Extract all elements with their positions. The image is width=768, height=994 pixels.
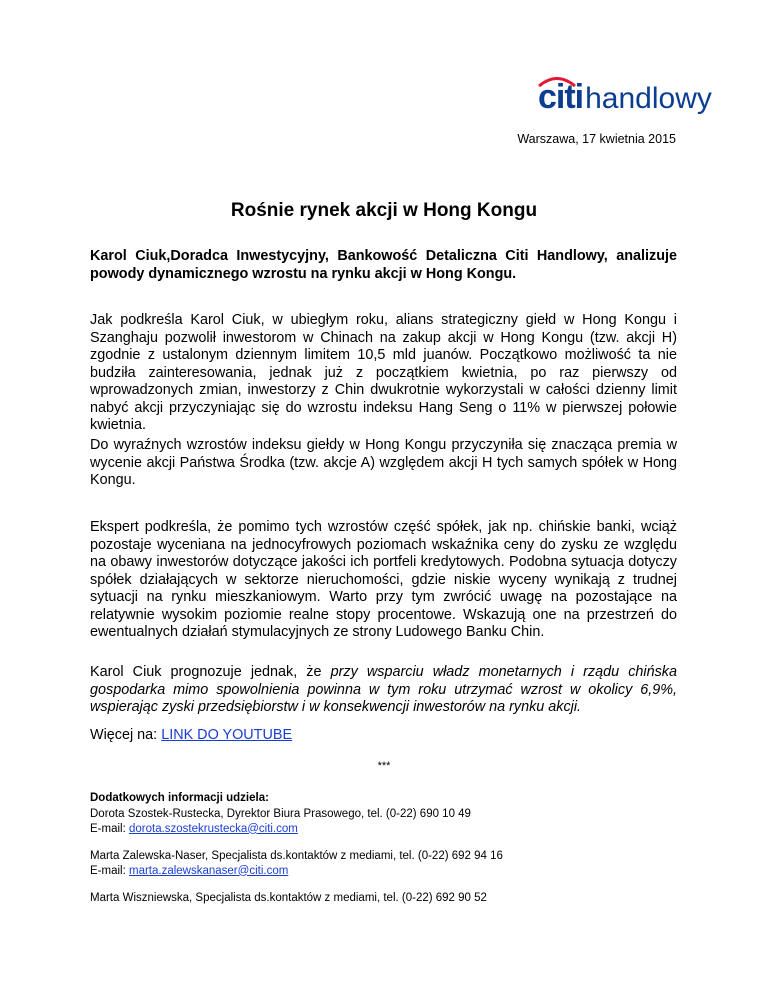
paragraph-4 bbox=[90, 664, 677, 717]
contact-1-email-link[interactable]: dorota.szostekrustecka@citi.com bbox=[128, 822, 298, 835]
contact-1-line: Dorota Szostek-Rustecka, Dyrektor Biura Prasowego, tel. (0-22) 690 10 49 bbox=[90, 808, 471, 820]
citi-handlowy-logo bbox=[538, 78, 712, 116]
more-label: Więcej na: bbox=[90, 727, 162, 743]
youtube-link[interactable]: LINK DO YOUTUBE bbox=[161, 727, 293, 743]
contact-2-email-label: E-mail: bbox=[90, 864, 129, 877]
citi-arc-icon bbox=[537, 75, 577, 87]
paragraph-3: Ekspert podkreśla, że pomimo tych wzrostów część spółek, jak np. chińskie banki, wciąż pozostaje wyceniana na jednocyfrowych poziomach wskaźnika ceny do zysku ze względu na obawy inwestorów dotyczące jakości ich portfeli kredytowych. Podobna sytuacja dotyczy spółek działających w sektorze nieruchomości, gdzie niskie wyceny wynikają z trudnej sytuacji na rynku mieszkaniowym. Warto przy tym zwrócić uwagę na pozostające na relatywnie wysokim poziomie realne stopy procentowe. Wskazują one na przestrzeń do ewentualnych działań stymulacyjnych ze strony Ludowego Banku Chin. bbox=[90, 519, 677, 640]
contacts-heading: Dodatkowych informacji udziela: bbox=[90, 792, 269, 804]
contact-2-email-row bbox=[90, 864, 690, 879]
paragraph-4-quote: przy wsparciu władz monetarnych i rządu chińska gospodarka mimo spowolnienia powinna w tym roku utrzymać wzrost w okolicy 6,9%, wspierając zyski przedsiębiorstw i w konsekwencji inwestorów na rynku akcji. bbox=[90, 664, 677, 715]
more-info-line bbox=[90, 727, 677, 745]
logo-handlowy-text: handlowy bbox=[585, 82, 712, 115]
paragraph-4-intro: Karol Ciuk prognozuje jednak, że bbox=[90, 664, 331, 680]
logo-citi-word: citi bbox=[538, 78, 584, 116]
contact-2-email-link[interactable]: marta.zalewskanaser@citi.com bbox=[128, 864, 289, 877]
document-date: Warszawa, 17 kwietnia 2015 bbox=[517, 132, 676, 146]
contact-1 bbox=[90, 807, 690, 836]
contact-1-email-row bbox=[90, 822, 690, 837]
logo-citi-text bbox=[538, 78, 583, 116]
contact-2 bbox=[90, 849, 690, 878]
lead-paragraph: Karol Ciuk,Doradca Inwestycyjny, Bankowość Detaliczna Citi Handlowy, analizuje powody dynamicznego wzrostu na rynku akcji w Hong Kongu. bbox=[90, 248, 677, 282]
paragraph-2: Do wyraźnych wzrostów indeksu giełdy w Hong Kongu przyczyniła się znacząca premia w wycenie akcji Państwa Środka (tzw. akcje A) względem akcji H tych samych spółek w Hong Kongu. bbox=[90, 437, 677, 488]
paragraph-1: Jak podkreśla Karol Ciuk, w ubiegłym roku, alians strategiczny giełd w Hong Kongu i Szanghaju pozwolił inwestorom w Chinach na zakup akcji w Hong Kongu (tzw. akcji H) zgodnie z ustalonym dziennym limitem 10,5 mld juanów. Początkowo możliwość ta nie budziła zainteresowania, jednak już z początkiem kwietnia, po raz pierwszy od wprowadzonych zmian, inwestorzy z Chin dwukrotnie wykorzystali w całości dzienny limit nabyć akcji przyczyniając się do wzrostu indeksu Hang Seng o 11% w pierwszej połowie kwietnia. bbox=[90, 312, 677, 433]
contact-3 bbox=[90, 891, 690, 906]
contact-2-line: Marta Zalewska-Naser, Specjalista ds.kontaktów z mediami, tel. (0-22) 692 94 16 bbox=[90, 850, 503, 862]
press-release-title: Rośnie rynek akcji w Hong Kongu bbox=[230, 200, 538, 221]
separator-stars: *** bbox=[377, 760, 391, 772]
contact-3-line: Marta Wiszniewska, Specjalista ds.kontaktów z mediami, tel. (0-22) 692 90 52 bbox=[90, 892, 487, 904]
contact-1-email-label: E-mail: bbox=[90, 822, 129, 835]
